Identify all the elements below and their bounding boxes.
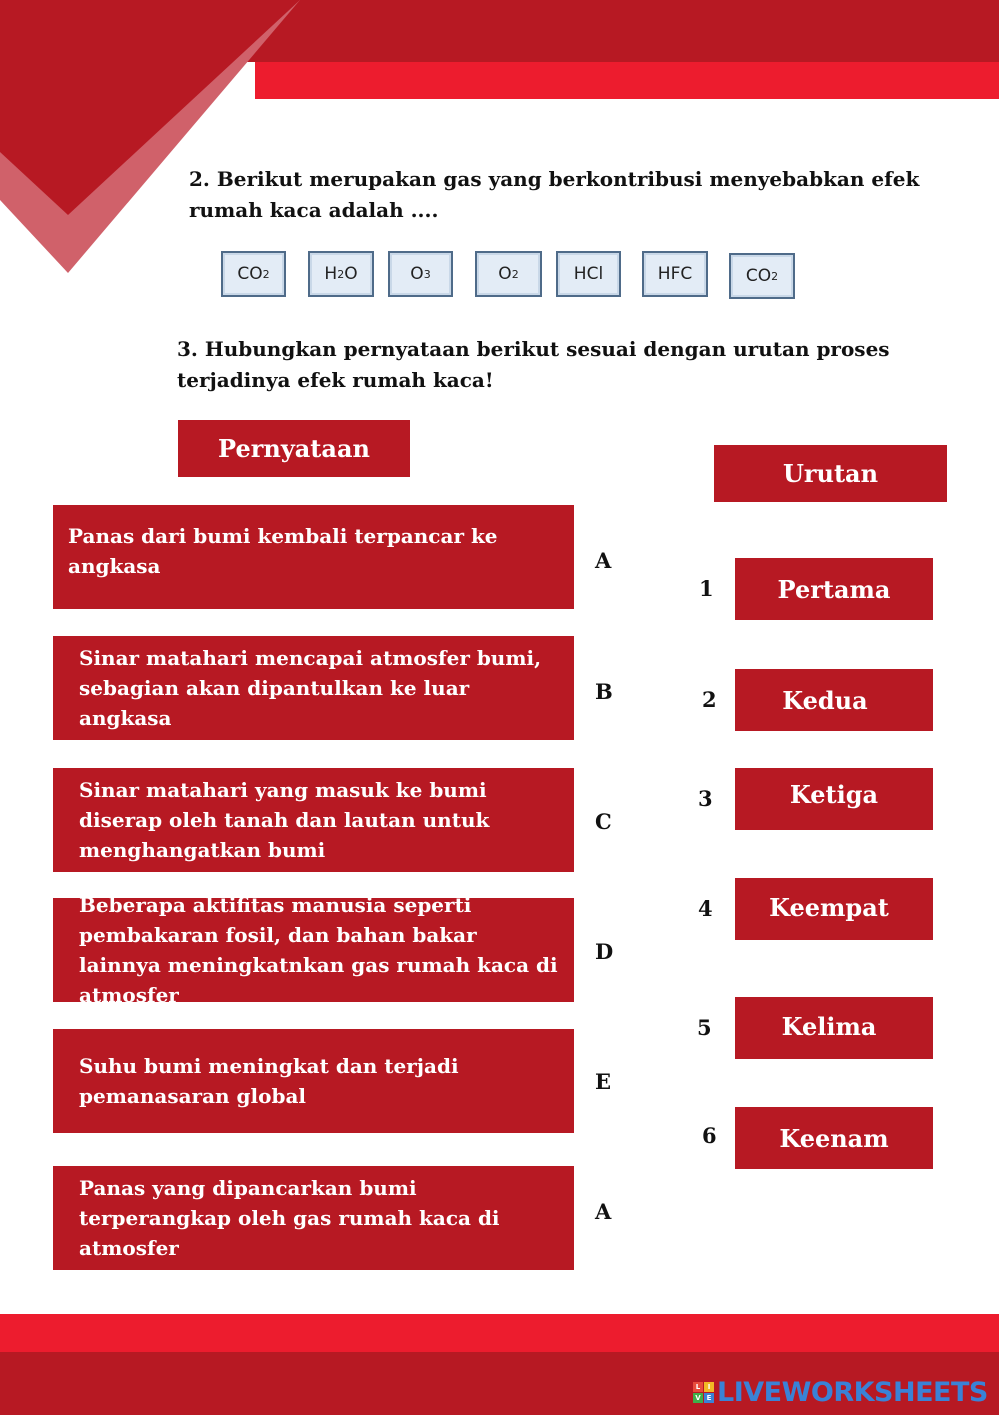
order-number: 1 — [699, 576, 714, 601]
statement-letter: A — [595, 548, 612, 573]
order-box-pertama[interactable]: Pertama — [735, 558, 933, 620]
gas-base: O — [498, 264, 512, 284]
order-header: Urutan — [714, 445, 947, 502]
gas-option-h2o[interactable] — [308, 251, 374, 297]
gas-option-hfc[interactable] — [642, 251, 708, 297]
gas-subscript: 3 — [423, 267, 431, 281]
statement-card[interactable] — [53, 768, 574, 872]
gas-tail: O — [344, 264, 358, 284]
liveworksheets-logo[interactable] — [693, 1377, 988, 1408]
gas-base: H — [324, 264, 338, 284]
statement-letter: B — [595, 679, 613, 704]
order-number: 2 — [702, 687, 717, 712]
order-box-keenam[interactable]: Keenam — [735, 1107, 933, 1169]
order-box-keempat[interactable]: Keempat — [735, 878, 933, 940]
order-number: 4 — [698, 896, 713, 921]
statement-card[interactable] — [53, 1029, 574, 1133]
order-number: 6 — [702, 1123, 717, 1148]
order-box-kedua[interactable]: Kedua — [735, 669, 933, 731]
gas-base: O — [410, 264, 424, 284]
question-3-text: 3. Hubungkan pernyataan berikut sesuai dengan urutan proses terjadinya efek rumah kaca! — [177, 337, 890, 392]
logo-letter: V — [693, 1393, 703, 1403]
statement-letter: C — [595, 809, 612, 834]
gas-option-o3[interactable] — [388, 251, 453, 297]
order-box-ketiga[interactable]: Ketiga — [735, 768, 933, 830]
gas-base: HFC — [657, 264, 693, 284]
statement-text: Beberapa aktifitas manusia seperti pembakaran fosil, dan bahan bakar lainnya meningkatnkan gas rumah kaca di atmosfer — [79, 893, 558, 1007]
gas-subscript: 2 — [511, 267, 519, 281]
gas-option-co2[interactable] — [221, 251, 286, 297]
gas-base: CO — [237, 264, 263, 284]
statements-header: Pernyataan — [178, 420, 410, 477]
order-box-kelima[interactable]: Kelima — [735, 997, 933, 1059]
header-decoration — [0, 0, 999, 280]
logo-letter: L — [693, 1382, 703, 1392]
statement-card[interactable] — [53, 636, 574, 740]
statement-letter: E — [595, 1069, 612, 1094]
statement-text: Sinar matahari yang masuk ke bumi diserap oleh tanah dan lautan untuk menghangatkan bumi — [79, 778, 490, 862]
statement-card[interactable] — [53, 893, 574, 1007]
statement-text: Sinar matahari mencapai atmosfer bumi, sebagian akan dipantulkan ke luar angkasa — [79, 646, 542, 730]
gas-option-o2[interactable] — [475, 251, 542, 297]
gas-subscript: 2 — [262, 267, 270, 281]
gas-subscript: 2 — [771, 269, 779, 283]
gas-base: CO — [745, 266, 772, 286]
question-2-text: 2. Berikut merupakan gas yang berkontribusi menyebabkan efek rumah kaca adalah .... — [189, 167, 920, 222]
gas-base: HCl — [573, 264, 604, 284]
statement-text: Panas dari bumi kembali terpancar ke angkasa — [68, 524, 498, 578]
statement-text: Suhu bumi meningkat dan terjadi pemanasaran global — [79, 1054, 459, 1108]
statement-letter: A — [595, 1199, 612, 1224]
statement-text: Panas yang dipancarkan bumi terperangkap oleh gas rumah kaca di atmosfer — [79, 1176, 500, 1260]
order-number: 3 — [698, 786, 713, 811]
statement-letter: D — [595, 939, 614, 964]
gas-option-hcl[interactable] — [556, 251, 621, 297]
statement-card[interactable] — [53, 505, 574, 609]
logo-text: LIVEWORKSHEETS — [717, 1377, 988, 1408]
logo-letter: I — [704, 1382, 714, 1392]
gas-subscript: 2 — [337, 267, 345, 281]
order-number: 5 — [697, 1015, 712, 1040]
gas-option-co2-second[interactable] — [729, 253, 795, 299]
statement-card[interactable] — [53, 1166, 574, 1270]
logo-icon — [693, 1382, 714, 1403]
logo-letter: E — [704, 1393, 714, 1403]
